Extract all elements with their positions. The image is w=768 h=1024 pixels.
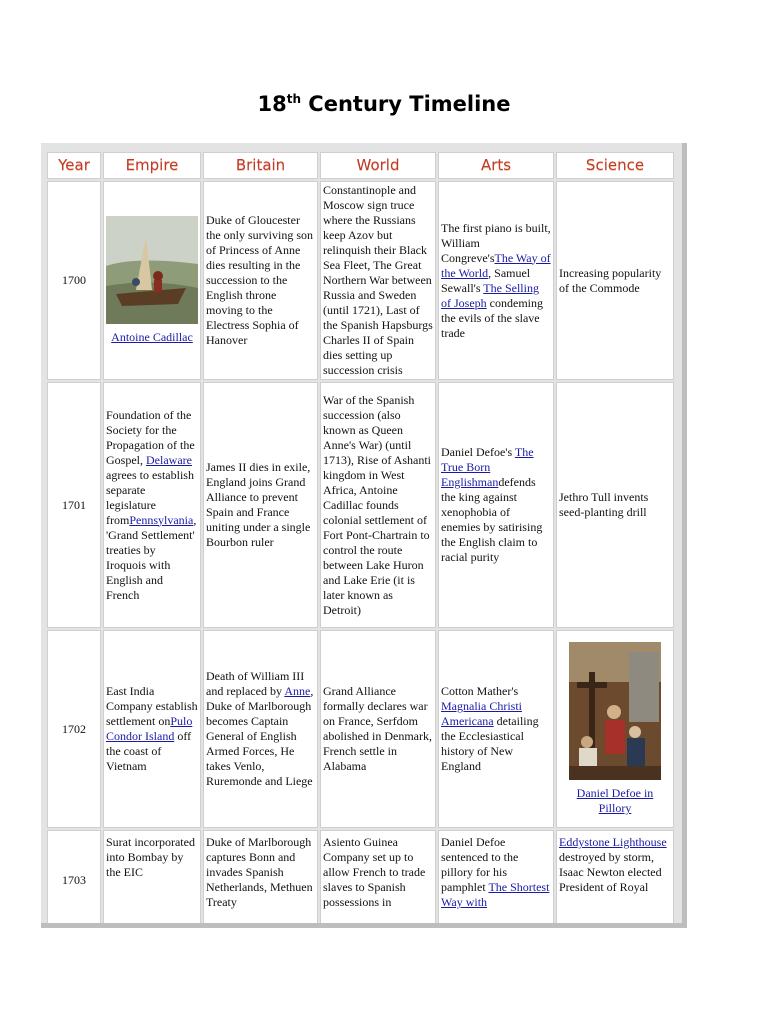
- world-cell: Grand Alliance formally declares war on France, Serfdom abolished in Denmark, French settle in Alabama: [320, 630, 436, 828]
- the-way-of-the-world-link[interactable]: The Way of the World: [441, 250, 551, 280]
- text: condeming the evils of the slave trade: [441, 295, 543, 340]
- table-row: [47, 830, 674, 926]
- header-world: World: [320, 152, 436, 179]
- text: , 'Grand Settlement' treaties by Iroquois with English and French: [106, 512, 197, 602]
- empire-cell: [103, 382, 201, 628]
- antoine-cadillac-image[interactable]: [106, 216, 198, 324]
- text: , Duke of Marlborough becomes Captain General of English Armed Forces, He takes Venlo, Ruremonde and Liege: [206, 684, 314, 788]
- the-selling-of-joseph-link[interactable]: The Selling of Joseph: [441, 280, 539, 310]
- daniel-defoe-pillory-image[interactable]: [569, 642, 661, 780]
- pulo-condor-island-link[interactable]: Pulo Condor Island: [106, 714, 193, 743]
- header-year: Year: [47, 152, 101, 179]
- text: , Samuel Sewall's: [441, 265, 531, 295]
- britain-cell: [203, 630, 318, 828]
- timeline-table: [45, 150, 676, 928]
- header-arts: Arts: [438, 152, 554, 179]
- header-britain: Britain: [203, 152, 318, 179]
- text: defends the king against xenophobia of enemies by satirising the English claim to racial purity: [441, 475, 543, 564]
- antoine-cadillac-link[interactable]: Antoine Cadillac: [111, 330, 193, 344]
- year-cell: 1702: [47, 630, 101, 828]
- arts-cell: [438, 630, 554, 828]
- text: Cotton Mather's: [441, 684, 519, 698]
- britain-cell: Duke of Gloucester the only surviving son of Princess of Anne dies resulting in the succession to the English throne moving to the Electress Sophia of Hanover: [203, 181, 318, 380]
- world-cell: Constantinople and Moscow sign truce where the Russians keep Azov but relinquish their Black Sea Fleet, The Great Northern War between Russia and Sweden (until 1721), Last of the Spanish Hapsburgs Charles II of Spain dies setting up succession crisis: [320, 181, 436, 380]
- year-cell: 1703: [47, 830, 101, 926]
- science-cell: [556, 830, 674, 926]
- empire-cell: [103, 181, 201, 380]
- text: agrees to establish separate legislature from: [106, 467, 194, 527]
- magnalia-christi-americana-link[interactable]: Magnalia Christi Americana: [441, 699, 522, 728]
- text: East India Company establish settlement on: [106, 684, 198, 728]
- table-row: [47, 181, 674, 380]
- the-shortest-way-with-link[interactable]: The Shortest Way with: [441, 880, 550, 909]
- world-cell: Asiento Guinea Company set up to allow French to trade slaves to Spanish possessions in: [320, 830, 436, 926]
- empire-cell: Surat incorporated into Bombay by the EIC: [103, 830, 201, 926]
- delaware-link[interactable]: Delaware: [146, 452, 192, 467]
- the-true-born-englishman-link[interactable]: The True Born Englishman: [441, 445, 534, 489]
- year-cell: 1701: [47, 382, 101, 628]
- pennsylvania-link[interactable]: Pennsylvania: [129, 512, 194, 527]
- science-cell: Increasing popularity of the Commode: [556, 181, 674, 380]
- science-cell: [556, 630, 674, 828]
- arts-cell: [438, 830, 554, 926]
- text: The first piano is built, William Congreve's: [441, 220, 551, 265]
- text: Death of William III and replaced by: [206, 669, 305, 698]
- page-title: 18th Century Timeline: [257, 92, 511, 116]
- table-row: [47, 630, 674, 828]
- table-row: [47, 382, 674, 628]
- header-empire: Empire: [103, 152, 201, 179]
- britain-cell: Duke of Marlborough captures Bonn and invades Spanish Netherlands, Methuen Treaty: [203, 830, 318, 926]
- text: off the coast of Vietnam: [106, 729, 192, 773]
- text: Daniel Defoe's: [441, 445, 515, 459]
- britain-cell: James II dies in exile, England joins Grand Alliance to prevent Spain and France uniting under a single Bourbon ruler: [203, 382, 318, 628]
- daniel-defoe-in-pillory-link[interactable]: Daniel Defoe in Pillory: [576, 786, 654, 815]
- header-science: Science: [556, 152, 674, 179]
- text: detailing the Ecclesiastical history of New England: [441, 714, 539, 773]
- anne-link[interactable]: Anne: [284, 684, 311, 698]
- year-cell: 1700: [47, 181, 101, 380]
- timeline-table-frame: [41, 143, 687, 928]
- text: Foundation of the Society for the Propagation of the Gospel,: [106, 407, 195, 467]
- eddystone-lighthouse-link[interactable]: Eddystone Lighthouse: [559, 835, 667, 849]
- arts-cell: [438, 382, 554, 628]
- text: destroyed by storm, Isaac Newton elected President of Royal: [559, 850, 662, 894]
- science-cell: Jethro Tull invents seed-planting drill: [556, 382, 674, 628]
- header-row: [47, 152, 674, 179]
- world-cell: War of the Spanish succession (also known as Queen Anne's War) (until 1713), Rise of Ashanti kingdom in West Africa, Antoine Cadillac founds colonial settlement of Fort Pont-Chartrain to control the route between Lake Huron and Lake Erie (it is later known as Detroit): [320, 382, 436, 628]
- arts-cell: [438, 181, 554, 380]
- empire-cell: [103, 630, 201, 828]
- text: Daniel Defoe sentenced to the pillory for his pamphlet: [441, 835, 519, 894]
